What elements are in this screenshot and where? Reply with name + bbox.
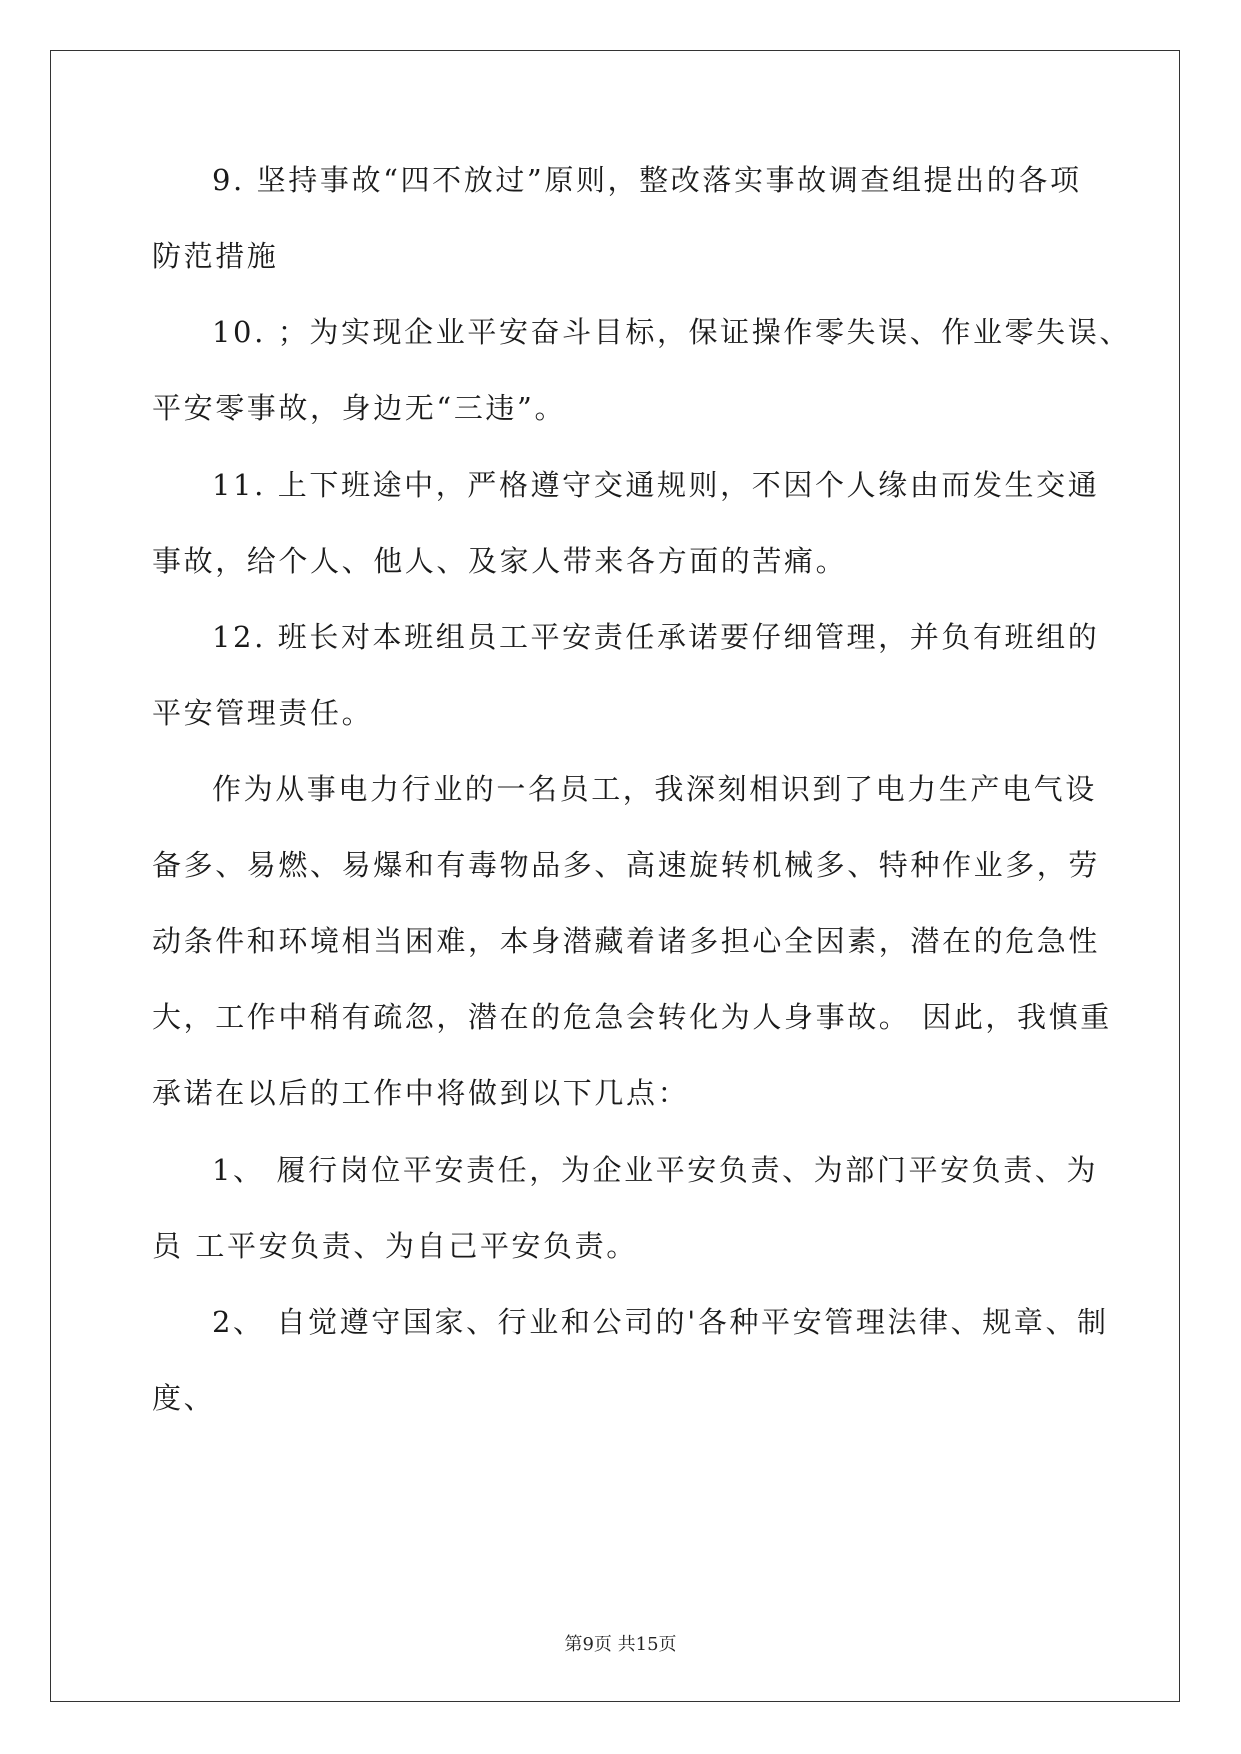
- paragraph-line: 动条件和环境相当困难，本身潜藏着诸多担心全因素，潜在的危急性: [152, 924, 1101, 958]
- paragraph-line: 1、 履行岗位平安责任，为企业平安负责、为部门平安负责、为: [212, 1153, 1099, 1187]
- paragraph-line: 备多、易燃、易爆和有毒物品多、高速旋转机械多、特种作业多，劳: [152, 848, 1101, 882]
- page-number-footer: 第9页 共15页: [564, 1634, 677, 1655]
- paragraph-line: 10. ；为实现企业平安奋斗目标，保证操作零失误、作业零失误、: [212, 315, 1131, 349]
- paragraph-line: 平安管理责任。: [152, 696, 374, 730]
- paragraph-line: 员 工平安负责、为自己平安负责。: [152, 1229, 638, 1263]
- paragraph-line: 防范措施: [152, 239, 279, 273]
- paragraph-line: 平安零事故，身边无“三违”。: [152, 391, 567, 425]
- paragraph-line: 事故，给个人、他人、及家人带来各方面的苦痛。: [152, 544, 848, 578]
- paragraph-line: 大，工作中稍有疏忽，潜在的危急会转化为人身事故。 因此，我慎重: [152, 1000, 1112, 1034]
- paragraph-line: 12. 班长对本班组员工平安责任承诺要仔细管理，并负有班组的: [212, 620, 1100, 654]
- paragraph-line: 2、 自觉遵守国家、行业和公司的'各种平安管理法律、规章、制: [212, 1305, 1109, 1339]
- paragraph-line: 作为从事电力行业的一名员工，我深刻相识到了电力生产电气设: [212, 772, 1097, 806]
- paragraph-line: 度、: [152, 1381, 216, 1415]
- paragraph-line: 承诺在以后的工作中将做到以下几点：: [152, 1076, 690, 1110]
- paragraph-line: 11. 上下班途中，严格遵守交通规则，不因个人缘由而发生交通: [212, 468, 1100, 502]
- paragraph-line: 9. 坚持事故“四不放过”原则，整改落实事故调查组提出的各项: [212, 163, 1082, 197]
